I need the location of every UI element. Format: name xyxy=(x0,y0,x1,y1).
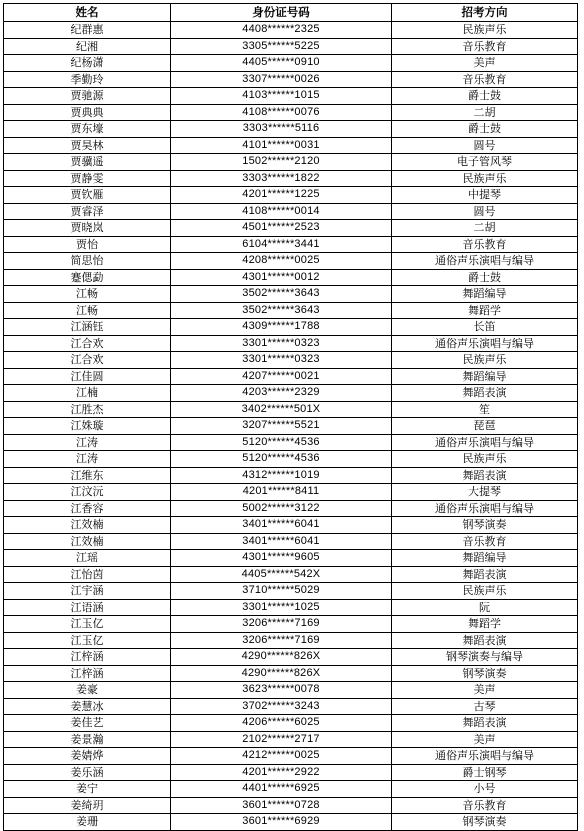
cell-name: 贾晓岚 xyxy=(4,220,171,237)
cell-direction: 音乐教育 xyxy=(392,38,578,55)
cell-direction: 通俗声乐演唱与编导 xyxy=(392,434,578,451)
cell-id-number: 4201******2922 xyxy=(171,764,392,781)
cell-id-number: 3207******5521 xyxy=(171,418,392,435)
cell-name: 姜慧冰 xyxy=(4,698,171,715)
table-row xyxy=(4,22,578,39)
cell-id-number: 3601******6929 xyxy=(171,814,392,831)
table-row xyxy=(4,797,578,814)
cell-name: 江效楠 xyxy=(4,517,171,534)
cell-name: 江涛 xyxy=(4,434,171,451)
cell-id-number: 4312******1019 xyxy=(171,467,392,484)
cell-id-number: 3601******0728 xyxy=(171,797,392,814)
cell-id-number: 4405******0910 xyxy=(171,55,392,72)
cell-name: 江梓涵 xyxy=(4,665,171,682)
cell-direction: 音乐教育 xyxy=(392,533,578,550)
cell-direction: 民族声乐 xyxy=(392,22,578,39)
cell-direction: 二胡 xyxy=(392,104,578,121)
table-row xyxy=(4,187,578,204)
table-row xyxy=(4,352,578,369)
table-row xyxy=(4,418,578,435)
cell-id-number: 5120******4536 xyxy=(171,451,392,468)
cell-id-number: 4103******1015 xyxy=(171,88,392,105)
table-row xyxy=(4,715,578,732)
table-row xyxy=(4,121,578,138)
cell-name: 江瑶 xyxy=(4,550,171,567)
cell-id-number: 4108******0014 xyxy=(171,203,392,220)
table-row xyxy=(4,104,578,121)
cell-direction: 舞蹈编导 xyxy=(392,286,578,303)
cell-id-number: 1502******2120 xyxy=(171,154,392,171)
table-row xyxy=(4,649,578,666)
table-row xyxy=(4,335,578,352)
table-row xyxy=(4,517,578,534)
cell-name: 江玉亿 xyxy=(4,616,171,633)
cell-name: 贾东壕 xyxy=(4,121,171,138)
cell-name: 江香容 xyxy=(4,500,171,517)
table-row xyxy=(4,368,578,385)
cell-name: 纪湘 xyxy=(4,38,171,55)
cell-id-number: 4201******1225 xyxy=(171,187,392,204)
cell-direction: 音乐教育 xyxy=(392,797,578,814)
cell-direction: 琵琶 xyxy=(392,418,578,435)
cell-name: 贾钦雁 xyxy=(4,187,171,204)
cell-id-number: 6104******3441 xyxy=(171,236,392,253)
cell-direction: 美声 xyxy=(392,55,578,72)
cell-id-number: 4203******2329 xyxy=(171,385,392,402)
cell-id-number: 3401******6041 xyxy=(171,533,392,550)
cell-id-number: 4405******542X xyxy=(171,566,392,583)
cell-name: 贾睿泽 xyxy=(4,203,171,220)
cell-direction: 钢琴演奏 xyxy=(392,814,578,831)
cell-name: 姜景瀚 xyxy=(4,731,171,748)
cell-name: 江效楠 xyxy=(4,533,171,550)
table-row xyxy=(4,583,578,600)
table-row xyxy=(4,814,578,831)
cell-direction: 通俗声乐演唱与编导 xyxy=(392,500,578,517)
cell-id-number: 3305******5225 xyxy=(171,38,392,55)
cell-id-number: 3402******501X xyxy=(171,401,392,418)
cell-name: 姜佳艺 xyxy=(4,715,171,732)
cell-direction: 舞蹈编导 xyxy=(392,550,578,567)
cell-direction: 爵士鼓 xyxy=(392,121,578,138)
cell-name: 江维东 xyxy=(4,467,171,484)
cell-direction: 爵士钢琴 xyxy=(392,764,578,781)
cell-direction: 音乐教育 xyxy=(392,71,578,88)
cell-name: 贾驰源 xyxy=(4,88,171,105)
cell-id-number: 5120******4536 xyxy=(171,434,392,451)
cell-direction: 圆号 xyxy=(392,137,578,154)
table-row xyxy=(4,154,578,171)
cell-direction: 舞蹈学 xyxy=(392,616,578,633)
cell-name: 贾典典 xyxy=(4,104,171,121)
cell-direction: 舞蹈表演 xyxy=(392,467,578,484)
cell-name: 江畅 xyxy=(4,302,171,319)
cell-direction: 民族声乐 xyxy=(392,170,578,187)
cell-direction: 二胡 xyxy=(392,220,578,237)
cell-id-number: 3710******5029 xyxy=(171,583,392,600)
cell-name: 江涵钰 xyxy=(4,319,171,336)
cell-direction: 舞蹈编导 xyxy=(392,368,578,385)
applicant-table xyxy=(3,3,578,831)
cell-direction: 笙 xyxy=(392,401,578,418)
table-row xyxy=(4,88,578,105)
cell-direction: 舞蹈表演 xyxy=(392,385,578,402)
cell-id-number: 4108******0076 xyxy=(171,104,392,121)
table-row xyxy=(4,385,578,402)
cell-id-number: 4309******1788 xyxy=(171,319,392,336)
cell-id-number: 3502******3643 xyxy=(171,286,392,303)
cell-name: 江语涵 xyxy=(4,599,171,616)
cell-name: 姜乐涵 xyxy=(4,764,171,781)
cell-name: 江佳圆 xyxy=(4,368,171,385)
cell-id-number: 4301******0012 xyxy=(171,269,392,286)
cell-direction: 阮 xyxy=(392,599,578,616)
cell-id-number: 3206******7169 xyxy=(171,632,392,649)
header-direction: 招考方向 xyxy=(392,4,578,22)
cell-name: 江楠 xyxy=(4,385,171,402)
cell-direction: 爵士鼓 xyxy=(392,88,578,105)
table-row xyxy=(4,748,578,765)
cell-id-number: 3301******0323 xyxy=(171,352,392,369)
cell-id-number: 4201******8411 xyxy=(171,484,392,501)
table-row xyxy=(4,698,578,715)
cell-name: 江涛 xyxy=(4,451,171,468)
cell-name: 贾怡 xyxy=(4,236,171,253)
cell-id-number: 3623******0078 xyxy=(171,682,392,699)
cell-direction: 舞蹈表演 xyxy=(392,715,578,732)
cell-name: 贾静雯 xyxy=(4,170,171,187)
cell-id-number: 4501******2523 xyxy=(171,220,392,237)
cell-name: 江胜杰 xyxy=(4,401,171,418)
cell-name: 纪杨潇 xyxy=(4,55,171,72)
cell-direction: 中提琴 xyxy=(392,187,578,204)
cell-id-number: 3301******1025 xyxy=(171,599,392,616)
cell-direction: 大提琴 xyxy=(392,484,578,501)
cell-direction: 钢琴演奏 xyxy=(392,517,578,534)
header-id-number: 身份证号码 xyxy=(171,4,392,22)
cell-direction: 通俗声乐演唱与编导 xyxy=(392,253,578,270)
cell-direction: 美声 xyxy=(392,731,578,748)
table-row xyxy=(4,781,578,798)
cell-id-number: 3702******3243 xyxy=(171,698,392,715)
cell-name: 贾骥遥 xyxy=(4,154,171,171)
applicant-sheet xyxy=(3,3,578,831)
cell-id-number: 4290******826X xyxy=(171,649,392,666)
cell-name: 江宇涵 xyxy=(4,583,171,600)
cell-direction: 舞蹈表演 xyxy=(392,632,578,649)
table-row xyxy=(4,319,578,336)
cell-direction: 长笛 xyxy=(392,319,578,336)
table-row xyxy=(4,616,578,633)
cell-name: 纪群惠 xyxy=(4,22,171,39)
cell-id-number: 3307******0026 xyxy=(171,71,392,88)
cell-direction: 民族声乐 xyxy=(392,583,578,600)
cell-id-number: 4101******0031 xyxy=(171,137,392,154)
table-row xyxy=(4,632,578,649)
table-row xyxy=(4,236,578,253)
cell-direction: 民族声乐 xyxy=(392,451,578,468)
cell-direction: 小号 xyxy=(392,781,578,798)
cell-id-number: 4290******826X xyxy=(171,665,392,682)
cell-id-number: 4301******9605 xyxy=(171,550,392,567)
table-row xyxy=(4,550,578,567)
cell-direction: 钢琴演奏 xyxy=(392,665,578,682)
table-row xyxy=(4,434,578,451)
table-row xyxy=(4,533,578,550)
cell-name: 姜珊 xyxy=(4,814,171,831)
cell-direction: 音乐教育 xyxy=(392,236,578,253)
cell-id-number: 3401******6041 xyxy=(171,517,392,534)
cell-id-number: 5002******3122 xyxy=(171,500,392,517)
cell-name: 江合欢 xyxy=(4,352,171,369)
cell-name: 蹇偲勐 xyxy=(4,269,171,286)
cell-direction: 舞蹈学 xyxy=(392,302,578,319)
cell-name: 姜绮玥 xyxy=(4,797,171,814)
cell-id-number: 4401******6925 xyxy=(171,781,392,798)
cell-name: 贾昊林 xyxy=(4,137,171,154)
cell-direction: 爵士鼓 xyxy=(392,269,578,286)
header-name: 姓名 xyxy=(4,4,171,22)
cell-direction: 通俗声乐演唱与编导 xyxy=(392,335,578,352)
cell-id-number: 4212******0025 xyxy=(171,748,392,765)
cell-name: 姜豪 xyxy=(4,682,171,699)
cell-name: 江梓涵 xyxy=(4,649,171,666)
table-row xyxy=(4,500,578,517)
cell-name: 江汶沅 xyxy=(4,484,171,501)
table-row xyxy=(4,566,578,583)
cell-direction: 美声 xyxy=(392,682,578,699)
table-row xyxy=(4,484,578,501)
table-row xyxy=(4,731,578,748)
cell-name: 姜宁 xyxy=(4,781,171,798)
table-row xyxy=(4,55,578,72)
table-row xyxy=(4,401,578,418)
table-row xyxy=(4,451,578,468)
table-row xyxy=(4,682,578,699)
table-row xyxy=(4,665,578,682)
table-row xyxy=(4,302,578,319)
table-row xyxy=(4,170,578,187)
cell-id-number: 4206******6025 xyxy=(171,715,392,732)
cell-id-number: 4408******2325 xyxy=(171,22,392,39)
cell-name: 简思怡 xyxy=(4,253,171,270)
cell-direction: 舞蹈表演 xyxy=(392,566,578,583)
table-row xyxy=(4,467,578,484)
table-row xyxy=(4,38,578,55)
cell-name: 江玉亿 xyxy=(4,632,171,649)
cell-direction: 钢琴演奏与编导 xyxy=(392,649,578,666)
cell-name: 季勤玲 xyxy=(4,71,171,88)
cell-id-number: 3303******1822 xyxy=(171,170,392,187)
table-row xyxy=(4,71,578,88)
cell-direction: 圆号 xyxy=(392,203,578,220)
table-body xyxy=(4,22,578,831)
cell-direction: 电子管风琴 xyxy=(392,154,578,171)
cell-id-number: 2102******2717 xyxy=(171,731,392,748)
cell-id-number: 4208******0025 xyxy=(171,253,392,270)
table-row xyxy=(4,220,578,237)
cell-name: 江怡茵 xyxy=(4,566,171,583)
cell-id-number: 3301******0323 xyxy=(171,335,392,352)
table-row xyxy=(4,269,578,286)
cell-direction: 通俗声乐演唱与编导 xyxy=(392,748,578,765)
table-row xyxy=(4,764,578,781)
table-row xyxy=(4,599,578,616)
cell-direction: 古琴 xyxy=(392,698,578,715)
table-row xyxy=(4,286,578,303)
cell-name: 姜婧烨 xyxy=(4,748,171,765)
cell-name: 江畅 xyxy=(4,286,171,303)
header-row xyxy=(4,4,578,22)
cell-id-number: 3502******3643 xyxy=(171,302,392,319)
cell-name: 江姝璇 xyxy=(4,418,171,435)
cell-direction: 民族声乐 xyxy=(392,352,578,369)
cell-name: 江合欢 xyxy=(4,335,171,352)
table-row xyxy=(4,137,578,154)
cell-id-number: 4207******0021 xyxy=(171,368,392,385)
cell-id-number: 3303******5116 xyxy=(171,121,392,138)
table-row xyxy=(4,203,578,220)
cell-id-number: 3206******7169 xyxy=(171,616,392,633)
table-row xyxy=(4,253,578,270)
